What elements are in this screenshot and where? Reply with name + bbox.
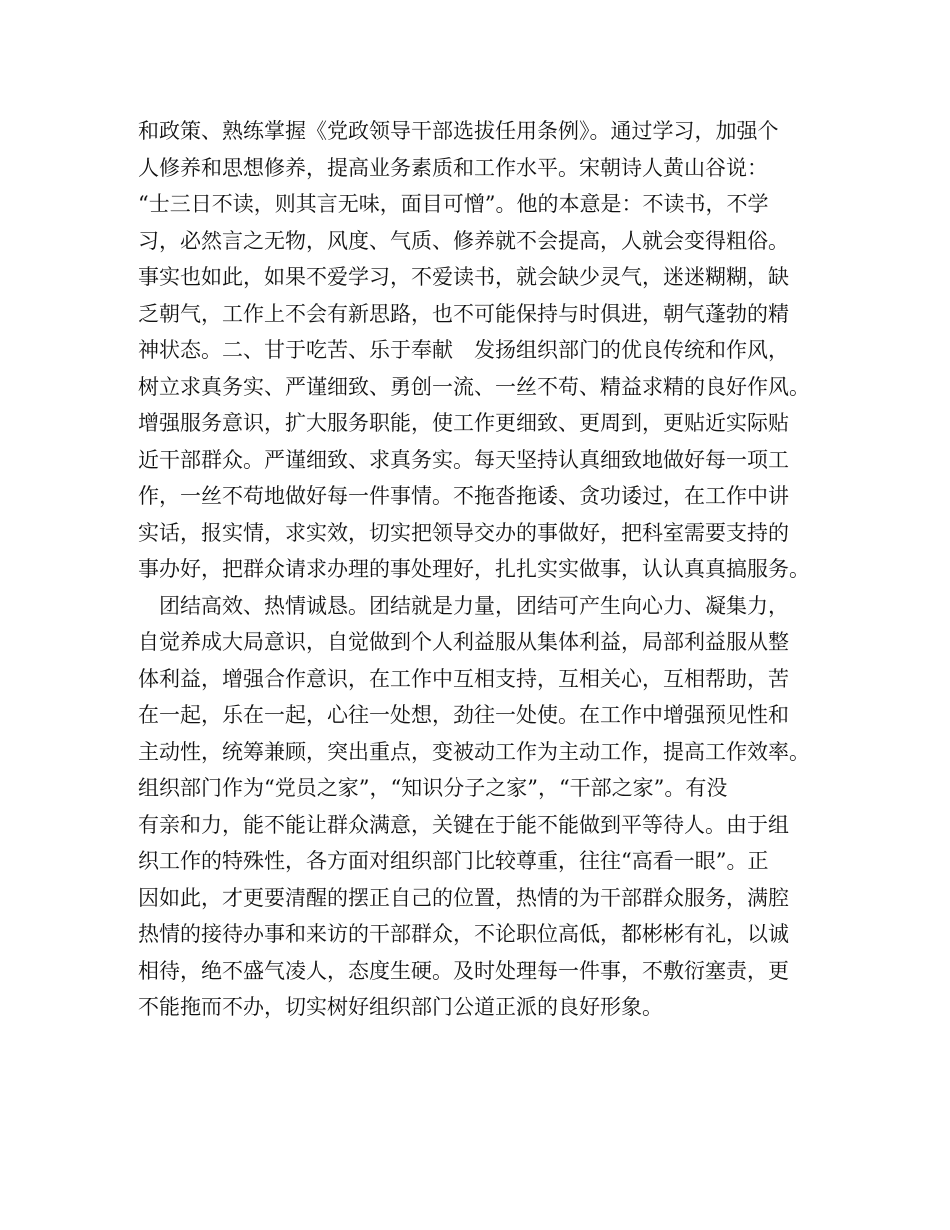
text-line: 神状态。二、甘于吃苦、乐于奉献 发扬组织部门的优良传统和作风， [138,338,789,362]
text-line: 不能拖而不办，切实树好组织部门公道正派的良好形象。 [138,995,663,1019]
text-line: 树立求真务实、严谨细致、勇创一流、一丝不苟、精益求精的良好作风。 [138,374,810,399]
text-line: 组织部门作为“党员之家”，“知识分子之家”，“干部之家”。有没 [138,776,728,800]
text-line: 自觉养成大局意识，自觉做到个人利益服从集体利益，局部利益服从整 [138,630,789,654]
text-line: 和政策、熟练掌握《党政领导干部选拔任用条例》。通过学习，加强个 [138,119,779,143]
text-line: 作，一丝不苟地做好每一件事情。不拖沓拖诿、贪功诿过，在工作中讲 [138,484,789,508]
text-line: 主动性，统筹兼顾，突出重点，变被动工作为主动工作，提高工作效率。 [138,739,810,764]
text-line: 织工作的特殊性，各方面对组织部门比较尊重，往往“高看一眼”。正 [138,849,769,873]
text-line: 人修养和思想修养，提高业务素质和工作水平。宋朝诗人黄山谷说： [138,155,768,180]
text-line: 因如此，才更要清醒的摆正自己的位置，热情的为干部群众服务，满腔 [138,885,789,910]
body-text [138,113,828,1026]
text-line: 在一起，乐在一起，心往一处想，劲往一处使。在工作中增强预见性和 [138,703,789,727]
text-line: 事实也如此，如果不爱学习，不爱读书，就会缺少灵气，迷迷糊糊，缺 [138,265,789,289]
text-line: “士三日不读，则其言无味，面目可憎”。他的本意是：不读书，不学 [138,192,769,216]
text-line: 实话，报实情，求实效，切实把领导交办的事做好，把科室需要支持的 [138,520,789,545]
text-line: 相待，绝不盛气凌人，态度生硬。及时处理每一件事，不敷衍塞责，更 [138,958,789,983]
text-line: 团结高效、热情诚恳。团结就是力量，团结可产生向心力、凝集力， [138,593,789,618]
text-line: 近干部群众。严谨细致、求真务实。每天坚持认真细致地做好每一项工 [138,447,789,472]
text-line: 热情的接待办事和来访的干部群众，不论职位高低，都彬彬有礼，以诚 [138,922,789,946]
text-line: 乏朝气，工作上不会有新思路，也不可能保持与时俱进，朝气蓬勃的精 [138,301,789,326]
text-line: 增强服务意识，扩大服务职能，使工作更细致、更周到，更贴近实际贴 [138,411,789,435]
text-line: 体利益，增强合作意识，在工作中互相支持，互相关心，互相帮助，苦 [138,666,789,691]
text-line: 事办好，把群众请求办理的事处理好，扎扎实实做事，认认真真搞服务。 [138,557,810,581]
text-line: 习，必然言之无物，风度、气质、修养就不会提高，人就会变得粗俗。 [138,228,789,253]
text-line: 有亲和力，能不能让群众满意，关键在于能不能做到平等待人。由于组 [138,812,789,837]
